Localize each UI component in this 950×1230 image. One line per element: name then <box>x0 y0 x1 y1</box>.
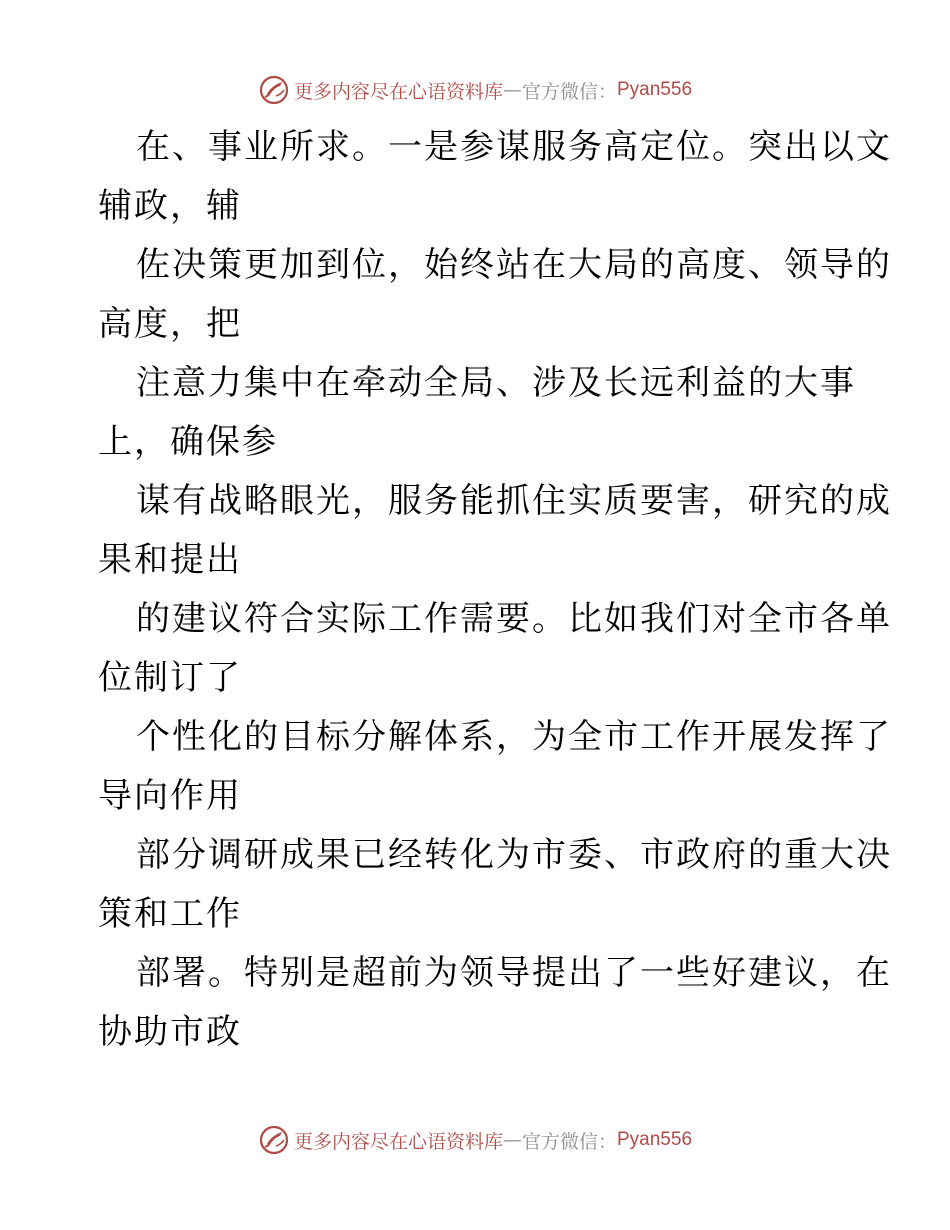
text-line: 部署。特别是超前为领导提出了一些好建议，在 <box>136 953 892 993</box>
scroll-pen-logo-icon <box>258 1124 290 1156</box>
banner-wechat-id: Pyan556 <box>617 1129 693 1150</box>
banner-brand-text: 更多内容尽在心语资料库 <box>293 80 503 103</box>
banner-brand-text: 更多内容尽在心语资料库 <box>293 1130 503 1153</box>
text-line: 注意力集中在牵动全局、涉及长远利益的大事 <box>136 363 856 403</box>
text-line: 辅政，辅 <box>98 186 242 226</box>
text-line: 高度，把 <box>98 304 242 344</box>
scroll-pen-logo-icon <box>258 74 290 106</box>
banner-separator: — <box>502 1129 522 1151</box>
text-line: 在、事业所求。一是参谋服务高定位。突出以文 <box>136 127 892 167</box>
banner-wechat-label: 官方微信： <box>521 80 617 103</box>
text-line: 上，确保参 <box>98 422 278 462</box>
text-line: 导向作用 <box>98 776 242 816</box>
text-line: 果和提出 <box>98 540 242 580</box>
text-line: 部分调研成果已经转化为市委、市政府的重大决 <box>136 835 892 875</box>
footer-banner <box>0 1120 950 1160</box>
text-line: 的建议符合实际工作需要。比如我们对全市各单 <box>136 599 892 639</box>
text-line: 佐决策更加到位，始终站在大局的高度、领导的 <box>136 245 892 285</box>
document-body <box>98 118 892 1062</box>
text-line: 协助市政 <box>98 1012 242 1052</box>
banner-wechat-id: Pyan556 <box>617 79 693 100</box>
text-line: 策和工作 <box>98 894 242 934</box>
text-line: 个性化的目标分解体系，为全市工作开展发挥了 <box>136 717 892 757</box>
header-banner <box>0 70 950 110</box>
text-line: 谋有战略眼光，服务能抓住实质要害，研究的成 <box>136 481 892 521</box>
banner-wechat-label: 官方微信： <box>521 1130 617 1153</box>
banner-separator: — <box>502 79 522 101</box>
text-line: 位制订了 <box>98 658 242 698</box>
